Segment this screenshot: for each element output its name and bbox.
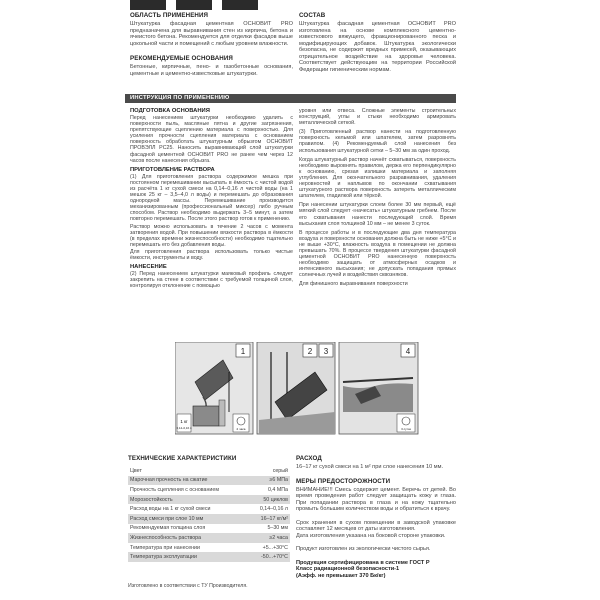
safety-block [296, 478, 456, 513]
prep-text: Перед нанесением штукатурки необходимо удалить с поверхности пыль, масляные пятна и другие загрязнения, препятствующие сцеплению материала с поверхностью. Для усиления прочности сцепления материала с основанием поверхность обработать штукатурным обрызгом ОСНОВИТ ПРОВЭЛЛ PC25. Наносить выравнивающий слой штукатурки фасадной цементной ОСНОВИТ PRO не ранее чем через 12 часов после нанесения обрызга. [130, 115, 293, 164]
consumption-title: РАСХОД [296, 455, 322, 462]
composition-text: Штукатурка фасадная цементная ОСНОВИТ PRO изготовлена на основе комплексного цементно-известкового вяжущего, фракционированного песка и модифицирующих добавок. Штукатурка экологически безопасна, не содержит вредных примесей, оказывающих отрицательное воздействие на здоровье человека. Соответствует действующим на территории Российской Федерации гигиеническим нормам. [299, 21, 456, 73]
composition-title: СОСТАВ [299, 12, 326, 19]
cert-line-2: Класс радиационной безопасности-1 [296, 566, 400, 572]
spec-value: 0,4 МПа [267, 486, 288, 493]
consumption-text: 16–17 кг сухой смеси на 1 м² при слое нанесения 10 мм. [296, 464, 444, 470]
spec-value: +5...+30°С [262, 544, 288, 551]
certification-block [296, 560, 456, 580]
bucket-icon [193, 406, 219, 426]
right-bottom-info [296, 455, 456, 586]
water-ratio-label: 0,14–0,16 л [176, 426, 192, 430]
step-4-panel [339, 342, 418, 434]
bag-weight-label: 1 кг [180, 419, 188, 424]
top-bar [222, 0, 258, 10]
spec-value: 5–30 мм [267, 525, 288, 532]
spec-label: Марочная прочность на сжатие [130, 477, 208, 484]
bases-title: РЕКОМЕНДУЕМЫЕ ОСНОВАНИЯ [130, 55, 233, 62]
spec-label: Прочность сцепления с основанием [130, 486, 219, 493]
mixer-icon [219, 400, 225, 426]
safety-text: ВНИМАНИЕ!!! Смесь содержит цемент. Беречь от детей. Во время проведения работ следует защищать кожу и глаза. При попадании раствора в глаза и на кожу тщательно промыть большим количеством воды и обратиться к врачу. [296, 486, 456, 512]
spec-value: серый [272, 467, 288, 474]
apply-text-cont-1: уровня или отвеса. Сложные элементы строительных конструкций, углы и стыки необходимо армировать металлической сеткой. [299, 108, 456, 127]
spec-row [128, 485, 290, 495]
spec-row [128, 543, 290, 553]
step-3-number: 3 [323, 347, 329, 356]
prep-title: ПОДГОТОВКА ОСНОВАНИЯ [130, 108, 210, 114]
spec-value: 16–17 кг/м² [260, 515, 288, 522]
area-title: ОБЛАСТЬ ПРИМЕНЕНИЯ [130, 12, 209, 19]
spec-label: Морозостойкость [130, 496, 173, 503]
tech-title: ТЕХНИЧЕСКИЕ ХАРАКТЕРИСТИКИ [128, 455, 237, 462]
spec-label: Температура при нанесении [130, 544, 200, 551]
pot-life-label: 2 часа [236, 427, 246, 431]
spec-row [128, 533, 290, 543]
mix-text-3: Для приготовления раствора использовать только чистые ёмкости, инструменты и воду. [130, 248, 293, 261]
spec-label: Расход воды на 1 кг сухой смеси [130, 506, 211, 513]
cert-line-3: (Аэфф. не превышает 370 Бк/кг) [296, 572, 386, 579]
spec-label: Рекомендуемая толщина слоя [130, 525, 206, 532]
cert-line-1: Продукция сертифицирована в системе ГОСТ Р [296, 559, 430, 566]
spec-row [128, 466, 290, 476]
drying-time-label: 3 суток [401, 427, 411, 431]
storage-text-2: Дата изготовления указана на боковой стороне упаковки. [296, 532, 446, 539]
storage-block [296, 520, 456, 540]
mix-title: ПРИГОТОВЛЕНИЕ РАСТВОРА [130, 166, 215, 173]
spec-row [128, 552, 290, 562]
apply-text-cont-6: Для финишного выравнивания поверхности [299, 281, 408, 288]
step-2-3-panel [257, 342, 335, 434]
application-illustration [175, 342, 420, 437]
apply-text-cont-3: Когда штукатурный раствор начнёт схватываться, поверхность необходимо выровнять правилом, держа его перпендикулярно к основанию, срезая излишки материала и заполняя углубления. Для окончательного разравнивания, удаления неровностей и наплывов по окончании схватывания штукатурного раствора поверхность затереть металлическим шпателем, гладилкой или тёркой. [299, 156, 456, 200]
spec-row [128, 495, 290, 505]
apply-text: (2) Перед нанесением штукатурки маяковый профиль следует закрепить на стене в соответствии с требуемой толщиной слоя, контролируя отклонение с помощью [130, 271, 293, 290]
spec-row [128, 514, 290, 524]
spec-label: Температура эксплуатации [130, 554, 197, 561]
spec-label: Цвет [130, 467, 142, 474]
storage-text-1: Срок хранения в сухом помещении в заводской упаковке составляет 12 месяцев от даты изготовления. [296, 519, 456, 532]
spec-value: ≥2 часа [269, 534, 288, 541]
footnote: Изготовлено в соответствии с ТУ Производителя. [128, 583, 248, 589]
spec-label: Расход смеси при слое 10 мм [130, 515, 204, 522]
step-2-number: 2 [307, 347, 313, 356]
instructions-left [130, 108, 293, 292]
spec-row [128, 476, 290, 486]
apply-text-cont-4: При нанесении штукатурки слоем более 30 мм первый, ещё мягкий слой следует «начесать» штукатурным гребнем. После его схватывания нанести последующий слой. Время высыхания слоя толщиной 10 мм – не менее 3 суток. [299, 202, 456, 227]
step-1-panel [175, 342, 253, 434]
eco-block [296, 546, 456, 553]
bases-text: Бетонные, кирпичные, пено- и газобетонные основания, цементные и цементно-известковые штукатурки. [130, 64, 293, 77]
mix-text-2: Раствор можно использовать в течение 2 часов с момента затворения водой. При повышении вязкости раствора в ёмкости (в пределах времени жизнеспособности) необходимо тщательно перемешать его без добавления воды. [130, 223, 293, 248]
area-text: Штукатурка фасадная цементная ОСНОВИТ PRO предназначена для выравнивания стен из кирпича, бетона и ячеистого бетона. Рекомендуется для отделки фасадов выше цокольной части и помещений с любым уровнем влажности. [130, 21, 293, 47]
step-4-number: 4 [405, 347, 411, 356]
apply-title: НАНЕСЕНИЕ [130, 264, 167, 271]
composition [299, 12, 456, 73]
top-bar [130, 0, 166, 10]
mix-text-1: (1) Для приготовления раствора содержимое мешка при постоянном перемешивании высыпать в ёмкость с чистой водой из расчёта 1 кг сухой смеси на 0,14–0,16 л чистой воды (на 1 мешок 25 кг – 3,5–4,0 л воды) и перемешать до образования однородной массы. Перемешивание производится механизированным (профессиональный миксер) либо ручным способом. Раствор необходимо выдержать 3–5 минут, а затем повторно перемешать. После этого раствор готов к применению. [130, 173, 293, 223]
apply-text-cont-2: (3) Приготовленный раствор нанести на подготовленную поверхность кельмой или шпателем, затем разровнять правилом. (4) Рекомендуемый слой нанесения без использования штукатурной сетки – 5–30 мм за один проход. [299, 129, 456, 154]
apply-text-cont-5: В процессе работы и в последующие два дня температура воздуха и поверхности основания должна быть не ниже +5°С и не выше +30°С, влажность воздуха в помещении не должна превышать 70%. В процессе твердения штукатурки фасадной цементной ОСНОВИТ PRO нанесенную поверхность необходимо защищать от атмосферных осадков и интенсивного высыхания; не допускать попадания прямых солнечных лучей и воздействия сквозняков. [299, 229, 456, 279]
spec-value: ≥6 МПа [269, 477, 288, 484]
spec-row [128, 504, 290, 514]
instructions-right [299, 108, 456, 291]
tech-specs [128, 455, 290, 562]
instructions-banner: ИНСТРУКЦИЯ ПО ПРИМЕНЕНИЮ [125, 94, 456, 103]
spec-label: Жизнеспособность раствора [130, 534, 202, 541]
spec-value: 0,14–0,16 л [259, 506, 288, 513]
spec-row [128, 524, 290, 534]
spec-value: -50...+70°С [261, 554, 288, 561]
spec-value: 50 циклов [263, 496, 288, 503]
top-bar [176, 0, 212, 10]
top-decoration [130, 0, 250, 10]
eco-text: Продукт изготовлен из экологически чистого сырья. [296, 546, 431, 552]
area-of-application [130, 12, 293, 77]
consumption-block [296, 455, 456, 471]
step-1-number: 1 [240, 347, 246, 356]
safety-title: МЕРЫ ПРЕДОСТОРОЖНОСТИ [296, 477, 391, 485]
